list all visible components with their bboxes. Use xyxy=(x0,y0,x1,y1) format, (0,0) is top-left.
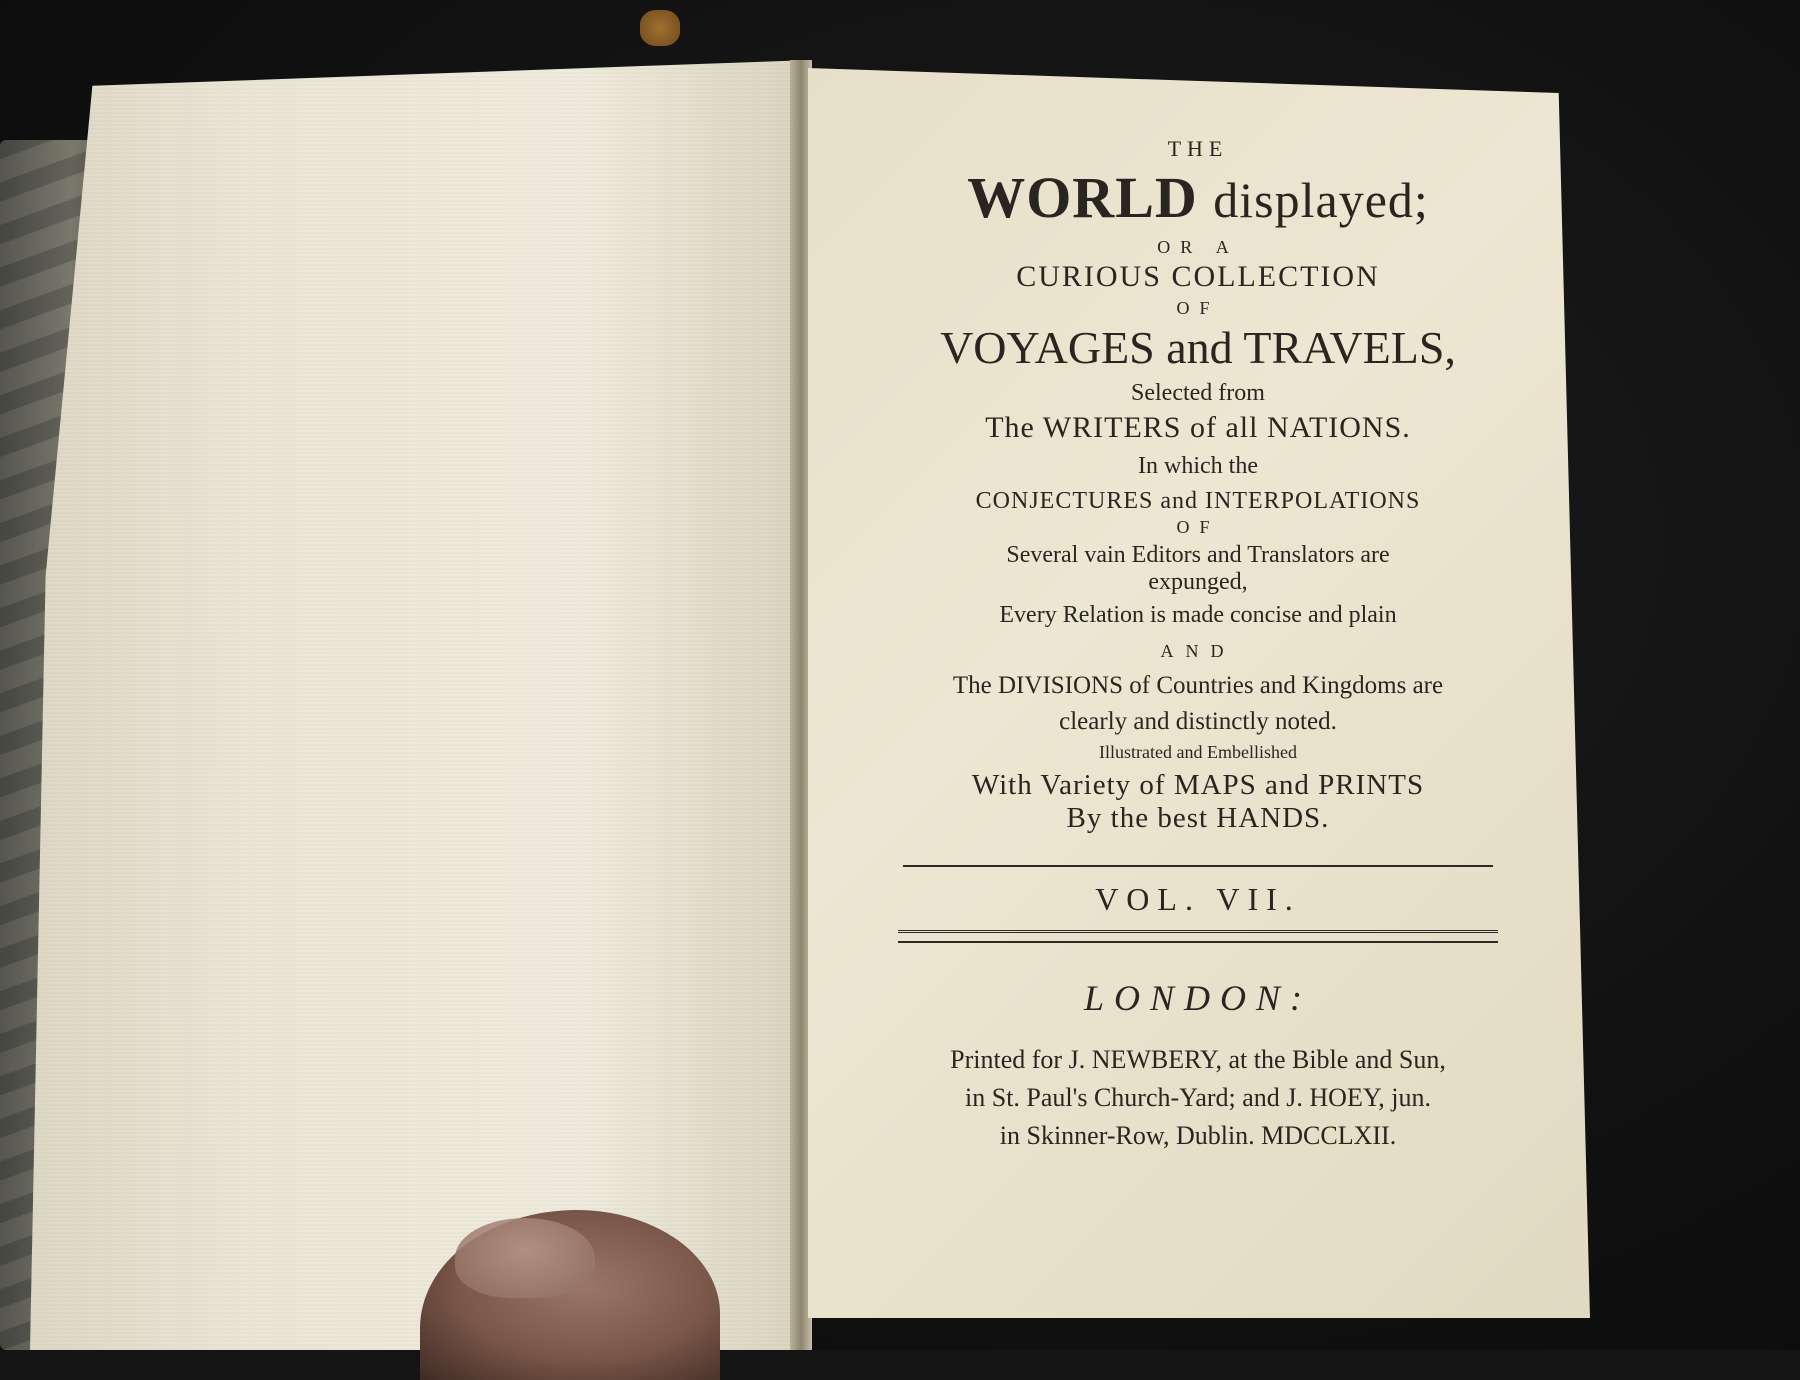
title-variety: With Variety of MAPS and PRINTS xyxy=(971,769,1425,801)
title-writers: The WRITERS of all NATIONS. xyxy=(985,411,1411,444)
imprint xyxy=(858,1041,1538,1155)
title-curious-collection: CURIOUS COLLECTION xyxy=(1016,260,1380,293)
thumbnail xyxy=(455,1218,595,1298)
title-world-main: WORLD xyxy=(967,165,1198,230)
title-divisions: The DIVISIONS of Countries and Kingdoms are xyxy=(952,672,1444,699)
rule-top xyxy=(903,865,1493,867)
volume-number: VOL. VII. xyxy=(1095,881,1301,917)
imprint-place: LONDON: xyxy=(1083,978,1313,1018)
title-conjectures: CONJECTURES and INTERPOLATIONS xyxy=(975,488,1421,514)
title-or-a: OR A xyxy=(1157,237,1239,257)
title-page-text xyxy=(858,130,1538,1155)
title-in-which: In which the xyxy=(1138,453,1258,479)
title-illustrated: Illustrated and Embellished xyxy=(1099,742,1297,762)
title-expunged: expunged, xyxy=(1148,569,1248,595)
paper-texture xyxy=(30,60,810,1350)
title-hands: By the best HANDS. xyxy=(1066,802,1330,834)
title-several: Several vain Editors and Translators are xyxy=(1006,542,1390,568)
title-and: AND xyxy=(1160,641,1236,661)
imprint-line-1: Printed for J. NEWBERY, at the Bible and Sun, xyxy=(950,1045,1446,1074)
title-world xyxy=(858,164,1538,231)
title-the: THE xyxy=(1167,136,1229,161)
title-of-2: OF xyxy=(1176,517,1220,537)
title-clearly: clearly and distinctly noted. xyxy=(1059,708,1337,735)
imprint-line-2: in St. Paul's Church-Yard; and J. HOEY, jun. xyxy=(965,1083,1431,1112)
title-world-sub: displayed; xyxy=(1213,172,1429,228)
title-of-1: OF xyxy=(1176,298,1220,318)
title-voyages-travels: VOYAGES and TRAVELS, xyxy=(940,322,1456,373)
imprint-line-3: in Skinner-Row, Dublin. MDCCLXII. xyxy=(999,1121,1397,1150)
binding-thread xyxy=(640,10,680,46)
title-every-relation: Every Relation is made concise and plain xyxy=(999,602,1397,628)
blank-left-page xyxy=(30,60,810,1350)
title-selected-from: Selected from xyxy=(1131,380,1265,406)
rule-bottom xyxy=(898,941,1498,943)
rule-double xyxy=(898,930,1498,933)
